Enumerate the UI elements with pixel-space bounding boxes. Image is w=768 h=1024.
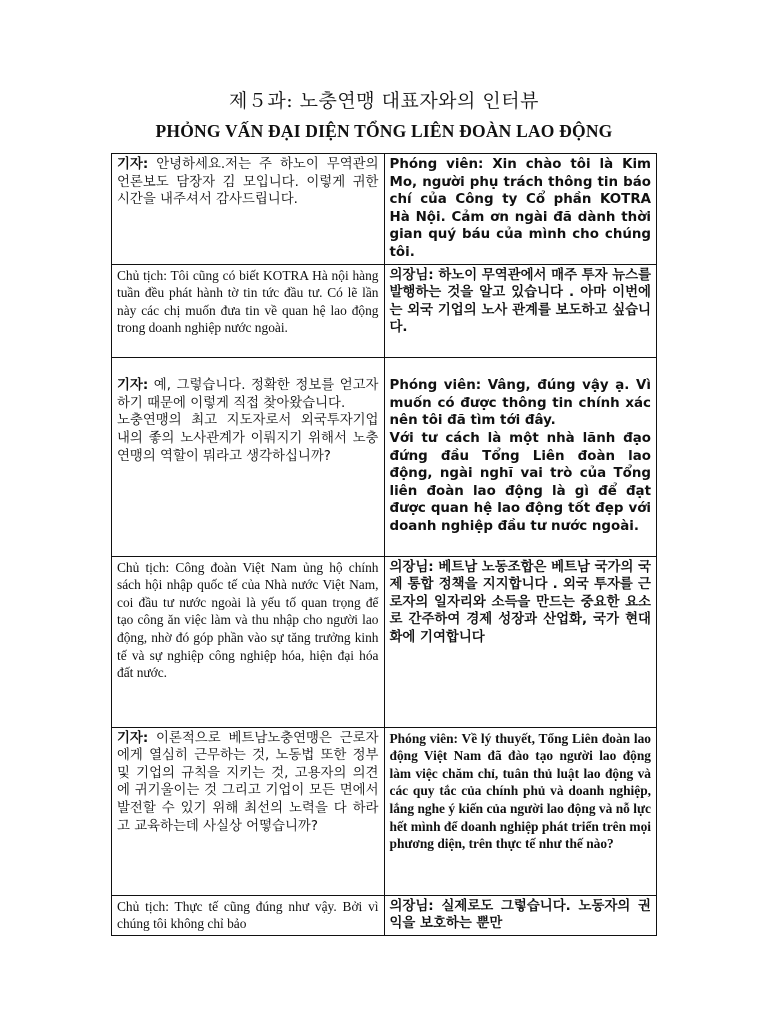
dialogue-text: 의장님: 베트남 노동조합은 베트남 국가의 국제 통합 정책을 지지합니다 . 외국 투자를 근로자의 일자리와 소득을 만드는 중요한 요소로 간주하여 경제 성장과 산업화, 국가 현대화에 기여합니다 bbox=[389, 559, 651, 645]
table-row bbox=[112, 154, 657, 265]
lesson-title-korean: 제５과: 노충연맹 대표자와의 인터뷰 bbox=[229, 90, 539, 112]
table-row bbox=[112, 895, 657, 935]
speaker-label: 기자: bbox=[117, 378, 149, 394]
dialogue-cell-korean bbox=[384, 264, 657, 357]
table-row bbox=[112, 556, 657, 727]
speaker-label: 기자: bbox=[117, 157, 149, 172]
dialogue-text: Phóng viên: Về lý thuyết, Tổng Liên đoàn lao động Việt Nam đã đào tạo người lao động làm việc chăm chỉ, tuân thủ luật lao động và các quy tắc của chính phủ và doanh nghiệp, lắng nghe ý kiến của người lao động và nỗ lực hết mình để doanh nghiệp phát triển trên mọi phương diện, trên thực tế như thế nào? bbox=[389, 730, 651, 852]
dialogue-text: Chủ tịch: Thực tế cũng đúng như vậy. Bởi vì chúng tôi không chỉ bảo bbox=[117, 898, 379, 932]
dialogue-cell-vietnamese bbox=[112, 895, 385, 935]
dialogue-cell-korean bbox=[384, 895, 657, 935]
dialogue-text: 의장님: 실제로도 그렇습니다. 노동자의 권익을 보호하는 뿐만 bbox=[389, 898, 651, 932]
dialogue-text: Chủ tịch: Công đoàn Việt Nam ủng hộ chính sách hội nhập quốc tế của Nhà nước Việt Nam, coi đầu tư nước ngoài là yếu tố quan trọng để tạo công ăn việc làm và thu nhập cho người lao động, nhờ đó góp phần vào sự tăng trưởng kinh tế và sự nghiệp công nghiệp hóa, hiện đại hóa đất nước. bbox=[117, 559, 379, 681]
dialogue-text: Chủ tịch: Tôi cũng có biết KOTRA Hà nội hàng tuần đều phát hành tờ tin tức đầu tư. Có lẽ lần này các chị muốn đưa tin về quan hệ lao động trong doanh nghiệp nước ngoài. bbox=[117, 267, 379, 336]
dialogue-text: 이론적으로 베트남노충연맹은 근로자에게 열심히 근무하는 것, 노동법 또한 정부 및 기업의 규칙을 지키는 것, 고용자의 의견에 귀기울이는 것 그리고 기업이 모든 면에서 발전할 수 있기 위해 최선의 노력을 다 하라고 교육하는데 사실상 어떻습니까? bbox=[117, 730, 379, 834]
dialogue-text: Phóng viên: Xin chào tôi là Kim Mo, người phụ trách thông tin báo chí của Công ty Cổ phần KOTRA Hà Nội. Cảm ơn ngài đã dành thời gian quý báu của mình cho chúng tôi. bbox=[389, 157, 651, 260]
dialogue-cell-vietnamese bbox=[384, 727, 657, 895]
dialogue-cell-korean bbox=[112, 154, 385, 265]
dialogue-table bbox=[111, 153, 657, 936]
dialogue-cell-vietnamese bbox=[384, 154, 657, 265]
dialogue-text: Phóng viên: Vâng, đúng vậy ạ. Vì muốn có được thông tin chính xác nên tôi đã tìm tới đây. Với tư cách là một nhà lãnh đạo đứng đầu Tổng Liên đoàn lao động, ngài nghĩ vai trò của Tổng liên đoàn lao động là gì để đạt được quan hệ lao động tốt đẹp với doanh nghiệp đầu tư nước ngoài. bbox=[389, 378, 651, 534]
dialogue-cell-vietnamese bbox=[384, 357, 657, 556]
table-row bbox=[112, 264, 657, 357]
table-row bbox=[112, 727, 657, 895]
dialogue-cell-vietnamese bbox=[112, 556, 385, 727]
dialogue-cell-korean bbox=[384, 556, 657, 727]
dialogue-text: 예, 그렇습니다. 정확한 정보를 얻고자 하기 때문에 이렇게 직접 찾아왔습니다. 노충연맹의 최고 지도자로서 외국투자기업 내의 좋의 노사관계가 이뤄지기 위해서 노충연맹의 역할이 뭐라고 생각하십니까? bbox=[117, 378, 379, 464]
dialogue-cell-korean bbox=[112, 727, 385, 895]
lesson-title-vietnamese: PHỎNG VẤN ĐẠI DIỆN TỔNG LIÊN ĐOÀN LAO ĐỘNG bbox=[155, 121, 613, 141]
dialogue-cell-vietnamese bbox=[112, 264, 385, 357]
dialogue-cell-korean bbox=[112, 357, 385, 556]
dialogue-text: 안녕하세요.저는 주 하노이 무역관의 언론보도 담장자 김 모입니다. 이렇게 귀한 시간을 내주셔서 감사드립니다. bbox=[117, 157, 379, 208]
table-row bbox=[112, 357, 657, 556]
speaker-label: 기자: bbox=[117, 730, 149, 746]
dialogue-text: 의장님: 하노이 무역관에서 매주 투자 뉴스를 발행하는 것을 알고 있습니다 . 아마 이번에는 외국 기업의 노사 관계를 보도하고 싶습니다. bbox=[389, 267, 651, 336]
